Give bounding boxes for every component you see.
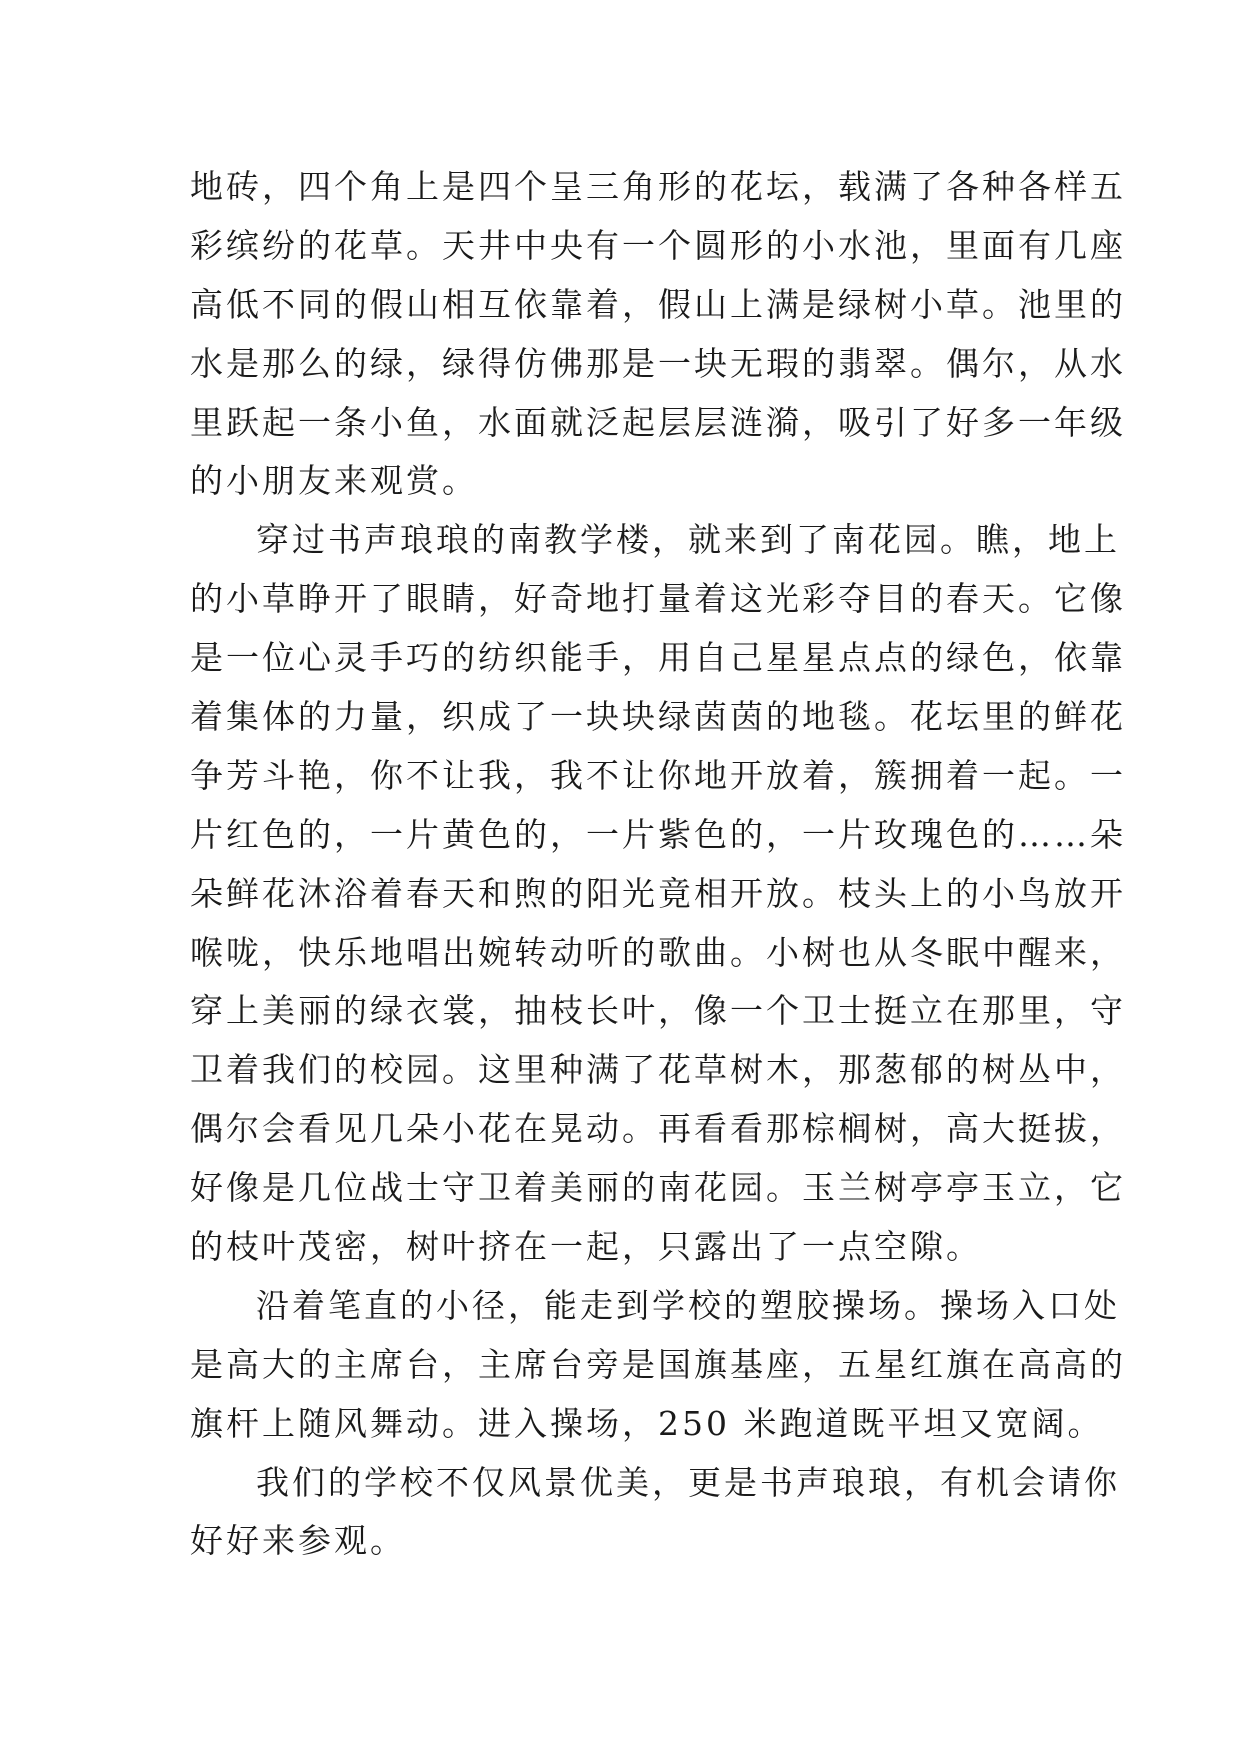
text-line: 穿过书声琅琅的南教学楼，就来到了南花园。瞧，地上	[256, 520, 1120, 560]
text-line: 我们的学校不仅风景优美，更是书声琅琅，有机会请你	[256, 1462, 1120, 1502]
text-line: 好好来参观。	[190, 1521, 406, 1561]
text-line: 喉咙，快乐地唱出婉转动听的歌曲。小树也从冬眠中醒来，	[190, 932, 1126, 972]
text-line: 卫着我们的校园。这里种满了花草树木，那葱郁的树丛中，	[190, 1050, 1126, 1090]
text-line: 旗杆上随风舞动。进入操场，250 米跑道既平坦又宽阔。	[190, 1403, 1104, 1443]
text-line: 里跃起一条小鱼，水面就泛起层层涟漪，吸引了好多一年级	[190, 402, 1126, 442]
text-line: 是一位心灵手巧的纺织能手，用自己星星点点的绿色，依靠	[190, 638, 1126, 678]
text-line: 争芳斗艳，你不让我，我不让你地开放着，簇拥着一起。一	[190, 755, 1126, 795]
text-line: 偶尔会看见几朵小花在晃动。再看看那棕榈树，高大挺拔，	[190, 1109, 1126, 1149]
text-line: 水是那么的绿，绿得仿佛那是一块无瑕的翡翠。偶尔，从水	[190, 343, 1126, 383]
text-line: 是高大的主席台，主席台旁是国旗基座，五星红旗在高高的	[190, 1344, 1126, 1384]
text-line: 地砖，四个角上是四个呈三角形的花坛，载满了各种各样五	[190, 167, 1126, 206]
essay-body-text	[190, 158, 1126, 1571]
text-line: 片红色的，一片黄色的，一片紫色的，一片玫瑰色的……朵	[190, 814, 1126, 854]
text-line: 穿上美丽的绿衣裳，抽枝长叶，像一个卫士挺立在那里，守	[190, 991, 1126, 1031]
text-line: 着集体的力量，织成了一块块绿茵茵的地毯。花坛里的鲜花	[190, 697, 1126, 737]
text-line: 彩缤纷的花草。天井中央有一个圆形的小水池，里面有几座	[190, 225, 1126, 265]
text-line: 好像是几位战士守卫着美丽的南花园。玉兰树亭亭玉立，它	[190, 1168, 1126, 1208]
text-line: 的小朋友来观赏。	[190, 461, 478, 501]
text-line: 高低不同的假山相互依靠着，假山上满是绿树小草。池里的	[190, 284, 1126, 324]
text-line: 的小草睁开了眼睛，好奇地打量着这光彩夺目的春天。它像	[190, 579, 1126, 619]
text-line: 的枝叶茂密，树叶挤在一起，只露出了一点空隙。	[190, 1227, 982, 1267]
text-line: 沿着笔直的小径，能走到学校的塑胶操场。操场入口处	[256, 1285, 1120, 1325]
text-line: 朵鲜花沐浴着春天和煦的阳光竟相开放。枝头上的小鸟放开	[190, 873, 1126, 913]
